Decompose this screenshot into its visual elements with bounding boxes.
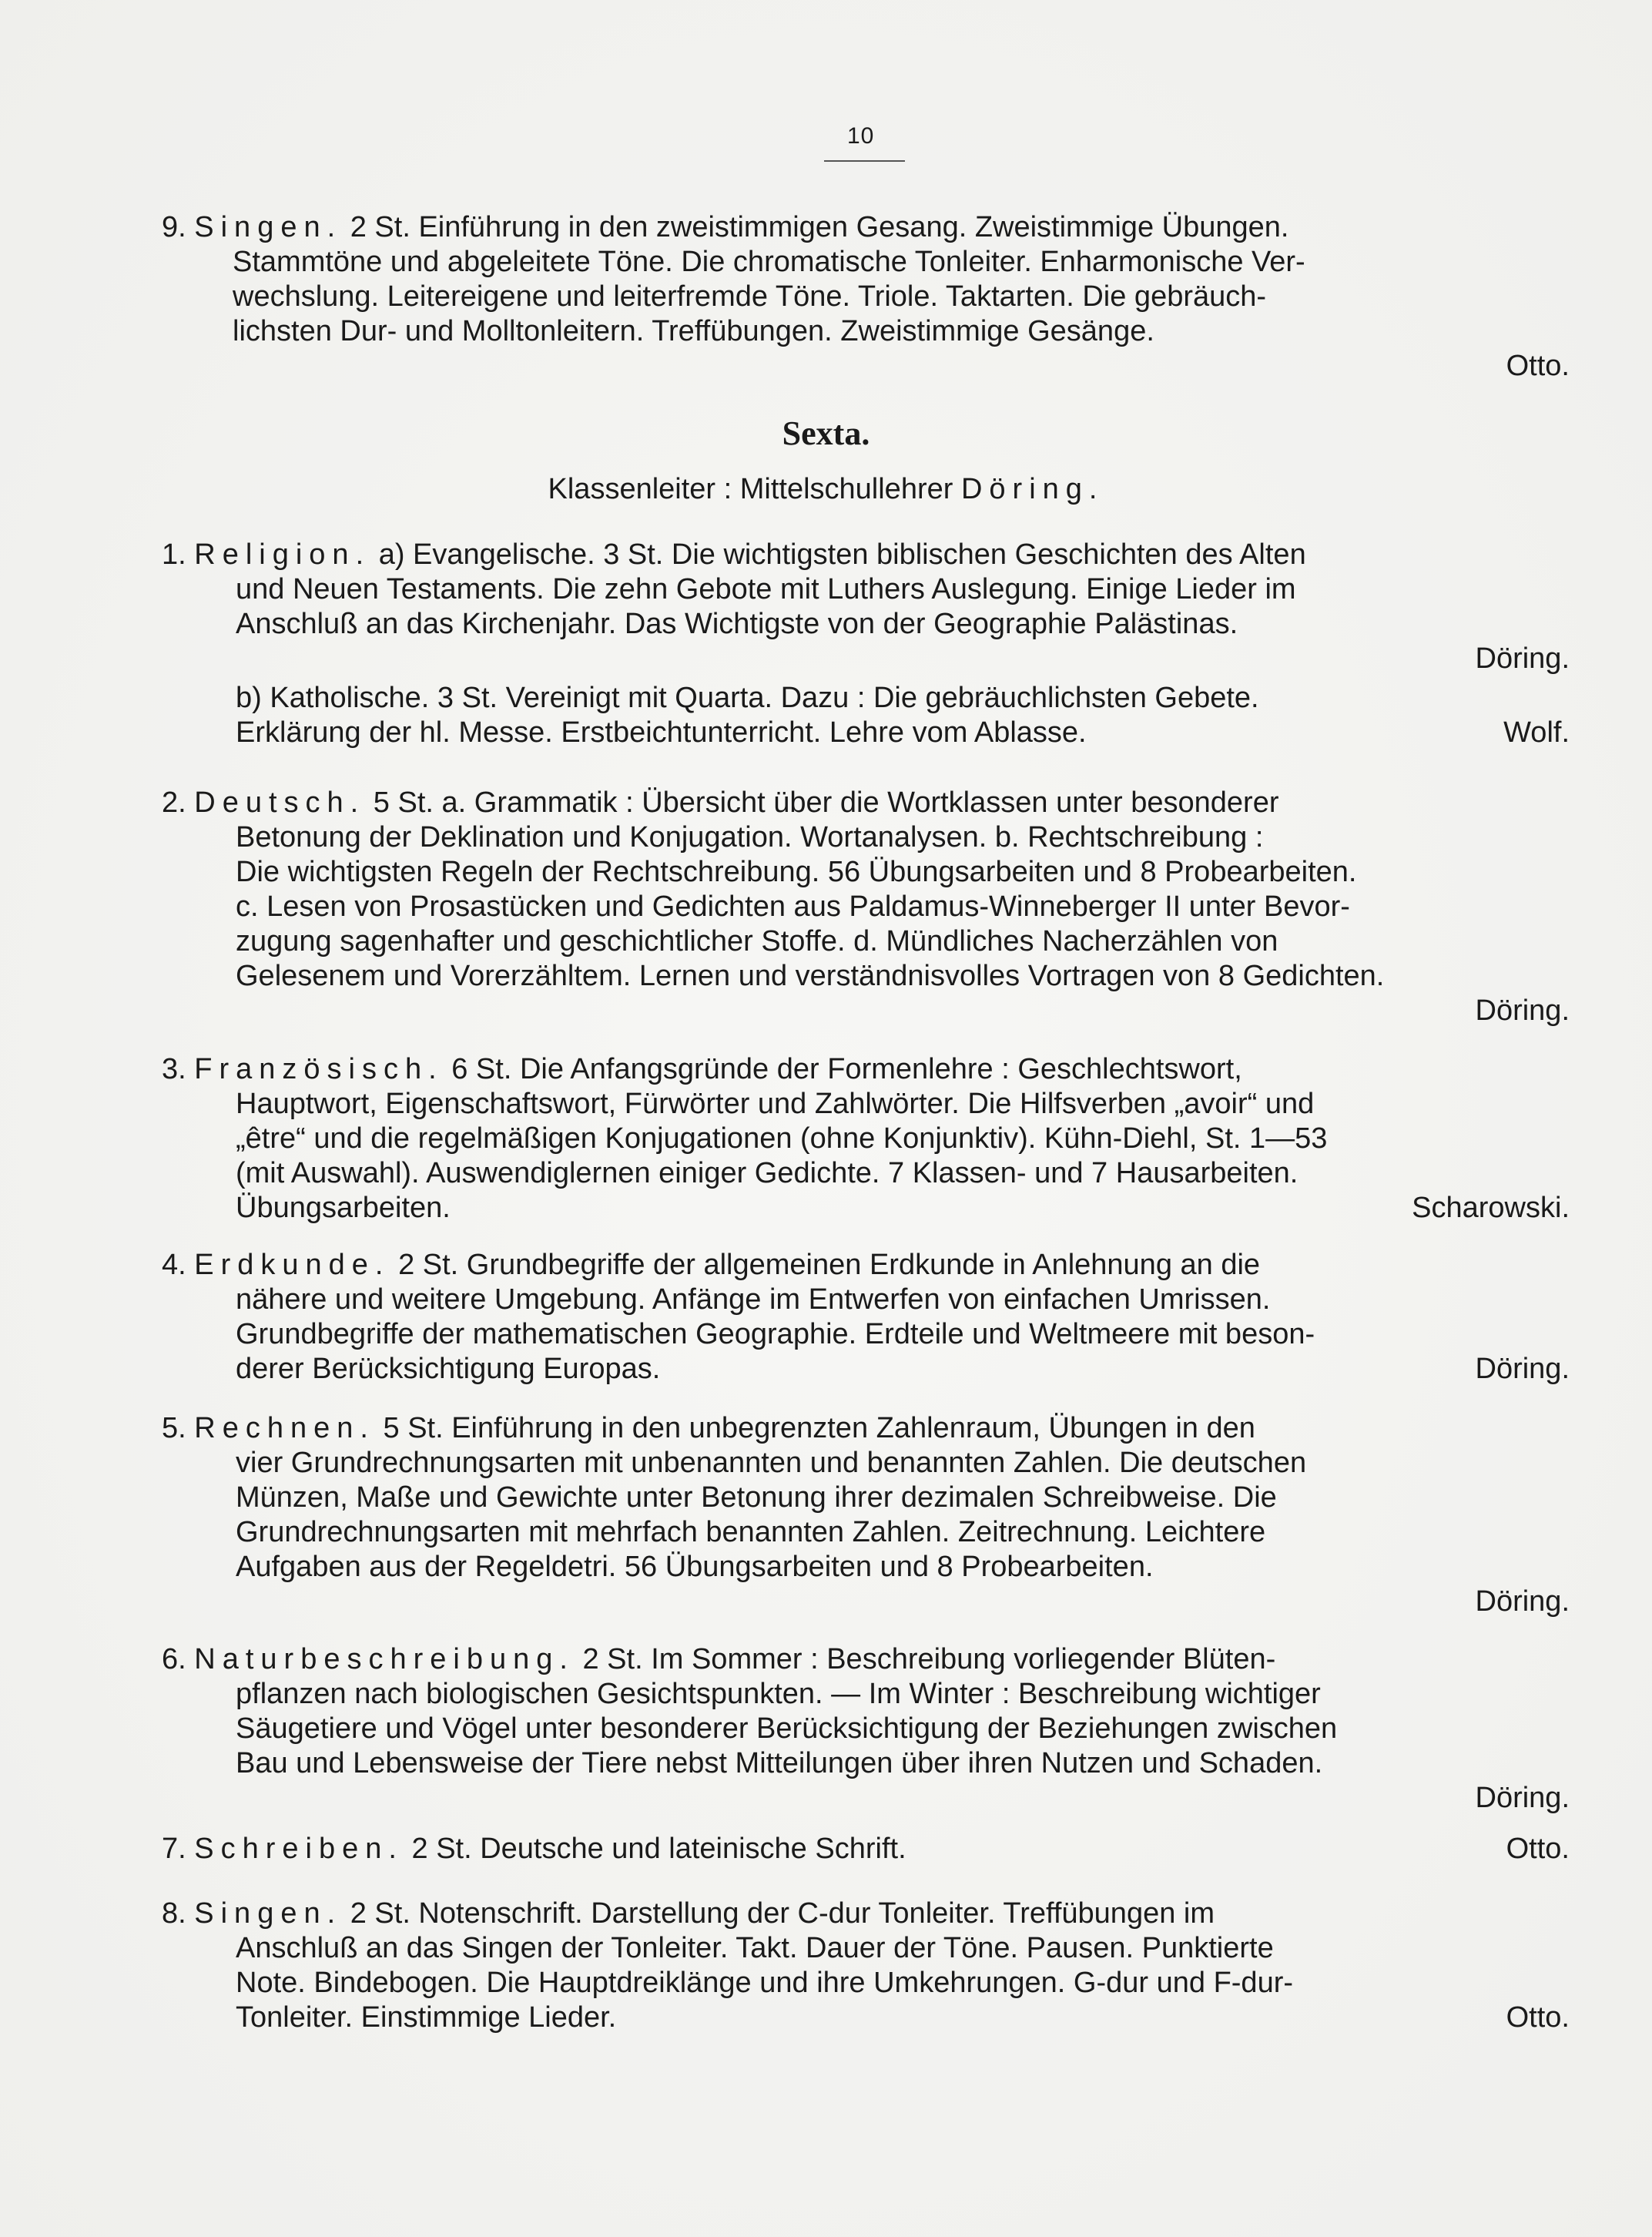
- item-line: nähere und weitere Umgebung. Anfänge im Entwerfen von einfachen Umrissen.: [236, 1283, 1271, 1316]
- item-hours: 2 St.: [350, 211, 410, 243]
- item-number: 9.: [162, 211, 186, 243]
- item-line: Anschluß an das Singen der Tonleiter. Takt. Dauer der Töne. Pausen. Punktierte: [236, 1932, 1274, 1964]
- item-line: wechslung. Leitereigene und leiterfremde Töne. Triole. Taktarten. Die gebräuch-: [233, 280, 1267, 313]
- item-line: Säugetiere und Vögel unter besonderer Berücksichtigung der Beziehungen zwischen: [236, 1712, 1338, 1745]
- item-teacher: Wolf.: [1503, 716, 1570, 749]
- item-schreiben: [162, 1832, 1570, 1866]
- item-erdkunde: [162, 1248, 1570, 1387]
- item-line: Gelesenem und Vorerzähltem. Lernen und verständnisvolles Vortragen von 8 Gedichten.: [236, 960, 1385, 992]
- item-line: lichsten Dur- und Molltonleitern. Treffübungen. Zweistimmige Gesänge.: [233, 315, 1154, 347]
- item-first-line: [162, 1052, 1570, 1087]
- item-subject: Singen.: [194, 1897, 343, 1930]
- item-line: zugung sagenhafter und geschichtlicher Stoffe. d. Mündliches Nacherzählen von: [236, 925, 1278, 958]
- item-line: Bau und Lebensweise der Tiere nebst Mitteilungen über ihren Nutzen und Schaden.: [236, 1747, 1323, 1779]
- page-number-rule: [824, 160, 905, 162]
- item-number: 7.: [162, 1833, 186, 1865]
- item-teacher: Döring.: [1475, 1782, 1570, 1814]
- class-teacher-label: Klassenleiter : Mittelschullehrer: [548, 473, 953, 505]
- item-line: „être“ und die regelmäßigen Konjugationen (ohne Konjunktiv). Kühn-Diehl, St. 1—53: [236, 1122, 1328, 1155]
- item-deutsch: [162, 786, 1570, 1028]
- item-text: a) Evangelische. 3 St. Die wichtigsten biblischen Geschichten des Alten: [378, 538, 1306, 571]
- item-number: 5.: [162, 1412, 186, 1444]
- item-number: 2.: [162, 786, 186, 819]
- item-text: 6 St. Die Anfangsgründe der Formenlehre : Geschlechtswort,: [451, 1053, 1242, 1085]
- item-line: Münzen, Maße und Gewichte unter Betonung ihrer dezimalen Schreibweise. Die: [236, 1481, 1277, 1514]
- item-singen: [162, 1897, 1570, 2035]
- item-last-row: [162, 716, 1570, 750]
- item-line: Hauptwort, Eigenschaftswort, Fürwörter und Zahlwörter. Die Hilfsverben „avoir“ und: [236, 1088, 1315, 1120]
- item-teacher: Otto.: [1506, 2001, 1570, 2034]
- item-text: 5 St. a. Grammatik : Übersicht über die Wortklassen unter besonderer: [373, 786, 1279, 819]
- item-subject: Deutsch.: [194, 786, 366, 819]
- item-line: c. Lesen von Prosastücken und Gedichten aus Paldamus-Winneberger II unter Bevor-: [236, 890, 1350, 923]
- item-line: Stammtöne und abgeleitete Töne. Die chromatische Tonleiter. Enharmonische Ver-: [233, 246, 1305, 278]
- class-heading: Sexta.: [782, 414, 870, 452]
- class-teacher-line: [0, 473, 1652, 506]
- item-subject: Religion.: [194, 538, 371, 571]
- item-line: Tonleiter. Einstimmige Lieder.: [236, 2001, 617, 2034]
- item-line: Aufgaben aus der Regeldetri. 56 Übungsarbeiten und 8 Probearbeiten.: [236, 1551, 1154, 1583]
- item-last-row: [162, 1352, 1570, 1387]
- item-teacher: Scharowski.: [1412, 1192, 1570, 1224]
- item-line: Grundrechnungsarten mit mehrfach benannten Zahlen. Zeitrechnung. Leichtere: [236, 1516, 1266, 1548]
- item-subject: Singen.: [194, 211, 343, 243]
- item-number: 3.: [162, 1053, 186, 1085]
- item-line: vier Grundrechnungsarten mit unbenannten und benannten Zahlen. Die deutschen: [236, 1447, 1307, 1479]
- item-line: Erklärung der hl. Messe. Erstbeichtunterricht. Lehre vom Ablasse.: [236, 716, 1087, 749]
- item-teacher: Döring.: [1475, 1353, 1570, 1385]
- item-line: Grundbegriffe der mathematischen Geographie. Erdteile und Weltmeere mit beson-: [236, 1318, 1315, 1350]
- item-text: 2 St. Grundbegriffe der allgemeinen Erdkunde in Anlehnung an die: [398, 1249, 1261, 1281]
- item-text: 2 St. Notenschrift. Darstellung der C-dur Tonleiter. Treffübungen im: [350, 1897, 1215, 1930]
- page-number: 10: [847, 123, 875, 149]
- item-line: und Neuen Testaments. Die zehn Gebote mit Luthers Auslegung. Einige Lieder im: [236, 573, 1296, 605]
- item-first-line: [162, 786, 1570, 820]
- item-line: pflanzen nach biologischen Gesichtspunkten. — Im Winter : Beschreibung wichtiger: [236, 1678, 1321, 1710]
- item-subject: Schreiben.: [194, 1833, 404, 1865]
- item-subject: Französisch.: [194, 1053, 444, 1085]
- item-teacher: Otto.: [1506, 1833, 1570, 1865]
- item-line: Die wichtigsten Regeln der Rechtschreibung. 56 Übungsarbeiten und 8 Probearbeiten.: [236, 856, 1357, 888]
- item-first-line: [162, 1411, 1570, 1446]
- item-line: Note. Bindebogen. Die Hauptdreiklänge und ihre Umkehrungen. G-dur und F-dur-: [236, 1967, 1294, 1999]
- item-text: 2 St. Im Sommer : Beschreibung vorliegender Blüten-: [582, 1643, 1276, 1675]
- item-first-line: [162, 1832, 1570, 1866]
- item-religion: [162, 538, 1570, 750]
- item-line: Betonung der Deklination und Konjugation. Wortanalysen. b. Rechtschreibung :: [236, 821, 1264, 854]
- item-naturbeschreibung: [162, 1642, 1570, 1816]
- item-number: 6.: [162, 1643, 186, 1675]
- item-line: derer Berücksichtigung Europas.: [236, 1353, 661, 1385]
- item-teacher: Döring.: [1475, 1585, 1570, 1618]
- item-number: 8.: [162, 1897, 186, 1930]
- item-subject: Erdkunde.: [194, 1249, 390, 1281]
- item-line: (mit Auswahl). Auswendiglernen einiger Gedichte. 7 Klassen- und 7 Hausarbeiten.: [236, 1157, 1298, 1189]
- item-text: 2 St. Deutsche und lateinische Schrift.: [411, 1833, 906, 1865]
- item-first-line: [162, 1248, 1570, 1283]
- item-line: b) Katholische. 3 St. Vereinigt mit Quarta. Dazu : Die gebräuchlichsten Gebete.: [236, 682, 1259, 714]
- item-teacher: Otto.: [1506, 350, 1570, 382]
- item-number: 1.: [162, 538, 186, 571]
- item-text: 5 St. Einführung in den unbegrenzten Zahlenraum, Übungen in den: [383, 1412, 1255, 1444]
- item-last-row: [162, 2001, 1570, 2035]
- item-teacher: Döring.: [1475, 642, 1570, 675]
- item-first-line: [162, 538, 1570, 572]
- item-prev-singen: [162, 210, 1570, 384]
- item-subject: Naturbeschreibung.: [194, 1643, 575, 1675]
- item-franzoesisch: [162, 1052, 1570, 1226]
- item-line: Übungsarbeiten.: [236, 1192, 451, 1224]
- item-subject: Rechnen.: [194, 1412, 375, 1444]
- item-number: 4.: [162, 1249, 186, 1281]
- item-first-line: [162, 210, 1570, 245]
- item-first-line: [162, 1642, 1570, 1677]
- item-first-line: [162, 1897, 1570, 1931]
- item-last-row: [162, 1191, 1570, 1226]
- item-rechnen: [162, 1411, 1570, 1619]
- class-teacher-name: Döring.: [960, 473, 1104, 505]
- item-line: Anschluß an das Kirchenjahr. Das Wichtigste von der Geographie Palästinas.: [236, 608, 1238, 640]
- item-teacher: Döring.: [1475, 994, 1570, 1027]
- item-text: Einführung in den zweistimmigen Gesang. Zweistimmige Übungen.: [418, 211, 1289, 243]
